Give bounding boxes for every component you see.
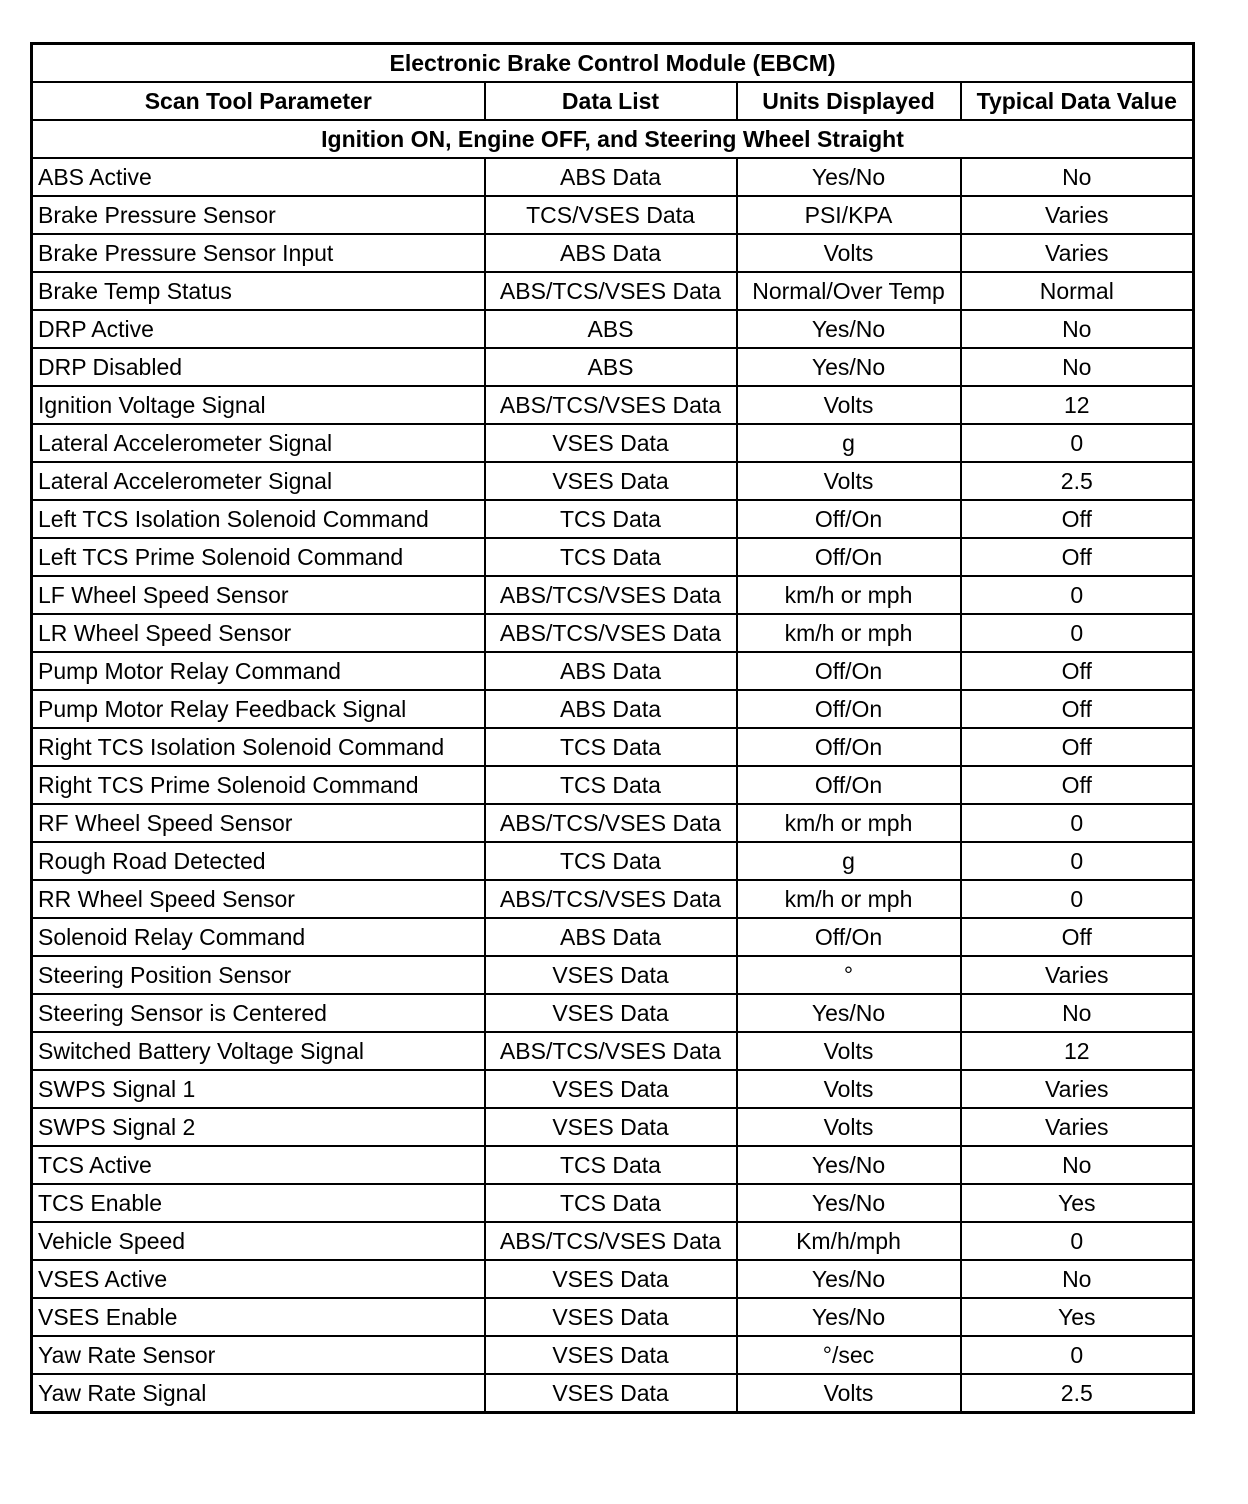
units-cell: Yes/No: [737, 1146, 961, 1184]
units-cell: Yes/No: [737, 994, 961, 1032]
typical-value-cell: 12: [961, 386, 1194, 424]
data-list-cell: ABS/TCS/VSES Data: [485, 576, 737, 614]
table-row: [32, 1184, 1194, 1222]
table-row: [32, 728, 1194, 766]
parameter-cell: Brake Temp Status: [32, 272, 485, 310]
units-cell: °: [737, 956, 961, 994]
typical-value-cell: Varies: [961, 196, 1194, 234]
units-cell: Volts: [737, 1374, 961, 1413]
typical-value-cell: 0: [961, 804, 1194, 842]
parameter-cell: ABS Active: [32, 158, 485, 196]
units-cell: Yes/No: [737, 348, 961, 386]
typical-value-cell: 0: [961, 1222, 1194, 1260]
data-list-cell: VSES Data: [485, 1070, 737, 1108]
units-cell: Off/On: [737, 652, 961, 690]
table-row: [32, 1108, 1194, 1146]
header-units-displayed: Units Displayed: [737, 82, 961, 120]
data-list-cell: ABS/TCS/VSES Data: [485, 1222, 737, 1260]
units-cell: km/h or mph: [737, 880, 961, 918]
parameter-cell: Right TCS Prime Solenoid Command: [32, 766, 485, 804]
typical-value-cell: Varies: [961, 956, 1194, 994]
data-list-cell: TCS Data: [485, 500, 737, 538]
units-cell: Off/On: [737, 690, 961, 728]
parameter-cell: DRP Disabled: [32, 348, 485, 386]
table-row: [32, 1298, 1194, 1336]
table-row: [32, 348, 1194, 386]
parameter-cell: SWPS Signal 1: [32, 1070, 485, 1108]
table-row: [32, 1222, 1194, 1260]
typical-value-cell: No: [961, 1260, 1194, 1298]
table-row: [32, 1336, 1194, 1374]
typical-value-cell: No: [961, 1146, 1194, 1184]
table-row: [32, 1374, 1194, 1413]
parameter-cell: Steering Sensor is Centered: [32, 994, 485, 1032]
parameter-cell: Right TCS Isolation Solenoid Command: [32, 728, 485, 766]
data-list-cell: ABS Data: [485, 918, 737, 956]
table-row: [32, 1146, 1194, 1184]
data-list-cell: VSES Data: [485, 956, 737, 994]
table-row: [32, 614, 1194, 652]
parameter-cell: Vehicle Speed: [32, 1222, 485, 1260]
typical-value-cell: Varies: [961, 234, 1194, 272]
units-cell: Yes/No: [737, 310, 961, 348]
parameter-cell: Ignition Voltage Signal: [32, 386, 485, 424]
units-cell: Volts: [737, 234, 961, 272]
table-row: [32, 310, 1194, 348]
data-list-cell: TCS Data: [485, 1184, 737, 1222]
table-row: [32, 918, 1194, 956]
data-list-cell: VSES Data: [485, 1336, 737, 1374]
parameter-cell: SWPS Signal 2: [32, 1108, 485, 1146]
data-list-cell: ABS Data: [485, 690, 737, 728]
parameter-cell: RF Wheel Speed Sensor: [32, 804, 485, 842]
typical-value-cell: No: [961, 994, 1194, 1032]
units-cell: Volts: [737, 1108, 961, 1146]
parameter-cell: Steering Position Sensor: [32, 956, 485, 994]
units-cell: °/sec: [737, 1336, 961, 1374]
units-cell: PSI/KPA: [737, 196, 961, 234]
typical-value-cell: 0: [961, 1336, 1194, 1374]
parameter-cell: Yaw Rate Signal: [32, 1374, 485, 1413]
data-list-cell: TCS Data: [485, 1146, 737, 1184]
typical-value-cell: 0: [961, 880, 1194, 918]
data-list-cell: ABS: [485, 310, 737, 348]
parameter-cell: TCS Active: [32, 1146, 485, 1184]
table-title-row: [32, 44, 1194, 83]
parameter-cell: Solenoid Relay Command: [32, 918, 485, 956]
table-row: [32, 386, 1194, 424]
parameter-cell: Brake Pressure Sensor: [32, 196, 485, 234]
data-list-cell: VSES Data: [485, 1108, 737, 1146]
parameter-cell: VSES Enable: [32, 1298, 485, 1336]
parameter-cell: LR Wheel Speed Sensor: [32, 614, 485, 652]
data-list-cell: VSES Data: [485, 1298, 737, 1336]
typical-value-cell: 0: [961, 576, 1194, 614]
units-cell: Off/On: [737, 538, 961, 576]
data-list-cell: ABS/TCS/VSES Data: [485, 272, 737, 310]
table-row: [32, 956, 1194, 994]
typical-value-cell: 2.5: [961, 462, 1194, 500]
data-list-cell: ABS/TCS/VSES Data: [485, 614, 737, 652]
data-list-cell: TCS Data: [485, 538, 737, 576]
parameter-cell: Lateral Accelerometer Signal: [32, 462, 485, 500]
units-cell: Yes/No: [737, 1184, 961, 1222]
parameter-cell: Brake Pressure Sensor Input: [32, 234, 485, 272]
units-cell: Off/On: [737, 500, 961, 538]
typical-value-cell: No: [961, 348, 1194, 386]
table-row: [32, 500, 1194, 538]
table-row: [32, 1070, 1194, 1108]
typical-value-cell: Yes: [961, 1298, 1194, 1336]
typical-value-cell: Off: [961, 728, 1194, 766]
typical-value-cell: Off: [961, 766, 1194, 804]
data-list-cell: TCS Data: [485, 842, 737, 880]
data-list-cell: ABS Data: [485, 234, 737, 272]
typical-value-cell: 0: [961, 424, 1194, 462]
parameter-cell: LF Wheel Speed Sensor: [32, 576, 485, 614]
parameter-cell: Pump Motor Relay Command: [32, 652, 485, 690]
typical-value-cell: Off: [961, 690, 1194, 728]
table-row: [32, 842, 1194, 880]
condition-label: Ignition ON, Engine OFF, and Steering Wheel Straight: [32, 120, 1194, 158]
typical-value-cell: 2.5: [961, 1374, 1194, 1413]
data-list-cell: TCS/VSES Data: [485, 196, 737, 234]
data-list-cell: ABS/TCS/VSES Data: [485, 880, 737, 918]
typical-value-cell: Varies: [961, 1108, 1194, 1146]
table-row: [32, 196, 1194, 234]
table-row: [32, 462, 1194, 500]
table-row: [32, 234, 1194, 272]
data-list-cell: ABS: [485, 348, 737, 386]
data-list-cell: VSES Data: [485, 1260, 737, 1298]
table-row: [32, 994, 1194, 1032]
data-list-cell: TCS Data: [485, 766, 737, 804]
table-row: [32, 1260, 1194, 1298]
typical-value-cell: 12: [961, 1032, 1194, 1070]
units-cell: Yes/No: [737, 1260, 961, 1298]
units-cell: Volts: [737, 386, 961, 424]
data-list-cell: VSES Data: [485, 994, 737, 1032]
table-row: [32, 880, 1194, 918]
units-cell: Normal/Over Temp: [737, 272, 961, 310]
parameter-cell: Pump Motor Relay Feedback Signal: [32, 690, 485, 728]
typical-value-cell: Yes: [961, 1184, 1194, 1222]
data-list-cell: ABS Data: [485, 652, 737, 690]
parameter-cell: Rough Road Detected: [32, 842, 485, 880]
units-cell: g: [737, 842, 961, 880]
data-list-cell: VSES Data: [485, 1374, 737, 1413]
typical-value-cell: Off: [961, 538, 1194, 576]
data-list-cell: ABS/TCS/VSES Data: [485, 386, 737, 424]
table-row: [32, 652, 1194, 690]
condition-row: [32, 120, 1194, 158]
typical-value-cell: Varies: [961, 1070, 1194, 1108]
parameter-cell: RR Wheel Speed Sensor: [32, 880, 485, 918]
table-row: [32, 690, 1194, 728]
parameter-cell: Left TCS Isolation Solenoid Command: [32, 500, 485, 538]
table-row: [32, 1032, 1194, 1070]
typical-value-cell: No: [961, 158, 1194, 196]
typical-value-cell: Off: [961, 918, 1194, 956]
header-data-list: Data List: [485, 82, 737, 120]
parameter-cell: TCS Enable: [32, 1184, 485, 1222]
typical-value-cell: No: [961, 310, 1194, 348]
parameter-cell: Switched Battery Voltage Signal: [32, 1032, 485, 1070]
units-cell: Volts: [737, 1070, 961, 1108]
parameter-cell: DRP Active: [32, 310, 485, 348]
units-cell: km/h or mph: [737, 614, 961, 652]
units-cell: Yes/No: [737, 158, 961, 196]
header-scan-tool-parameter: Scan Tool Parameter: [32, 82, 485, 120]
table-row: [32, 576, 1194, 614]
ebcm-data-table: [30, 42, 1195, 1414]
typical-value-cell: 0: [961, 842, 1194, 880]
data-list-cell: VSES Data: [485, 424, 737, 462]
parameter-cell: VSES Active: [32, 1260, 485, 1298]
typical-value-cell: Off: [961, 652, 1194, 690]
parameter-cell: Yaw Rate Sensor: [32, 1336, 485, 1374]
data-list-cell: ABS/TCS/VSES Data: [485, 804, 737, 842]
table-row: [32, 804, 1194, 842]
header-typical-data-value: Typical Data Value: [961, 82, 1194, 120]
units-cell: g: [737, 424, 961, 462]
typical-value-cell: Normal: [961, 272, 1194, 310]
units-cell: km/h or mph: [737, 804, 961, 842]
column-header-row: [32, 82, 1194, 120]
table-row: [32, 538, 1194, 576]
typical-value-cell: 0: [961, 614, 1194, 652]
data-list-cell: VSES Data: [485, 462, 737, 500]
table-row: [32, 272, 1194, 310]
units-cell: km/h or mph: [737, 576, 961, 614]
units-cell: Yes/No: [737, 1298, 961, 1336]
units-cell: Volts: [737, 462, 961, 500]
parameter-cell: Lateral Accelerometer Signal: [32, 424, 485, 462]
table-row: [32, 424, 1194, 462]
data-list-cell: ABS/TCS/VSES Data: [485, 1032, 737, 1070]
parameter-cell: Left TCS Prime Solenoid Command: [32, 538, 485, 576]
table-row: [32, 158, 1194, 196]
units-cell: Volts: [737, 1032, 961, 1070]
units-cell: Off/On: [737, 766, 961, 804]
table-body: [32, 158, 1194, 1413]
units-cell: Km/h/mph: [737, 1222, 961, 1260]
table-title: Electronic Brake Control Module (EBCM): [32, 44, 1194, 83]
units-cell: Off/On: [737, 728, 961, 766]
data-list-cell: ABS Data: [485, 158, 737, 196]
typical-value-cell: Off: [961, 500, 1194, 538]
units-cell: Off/On: [737, 918, 961, 956]
table-row: [32, 766, 1194, 804]
data-list-cell: TCS Data: [485, 728, 737, 766]
